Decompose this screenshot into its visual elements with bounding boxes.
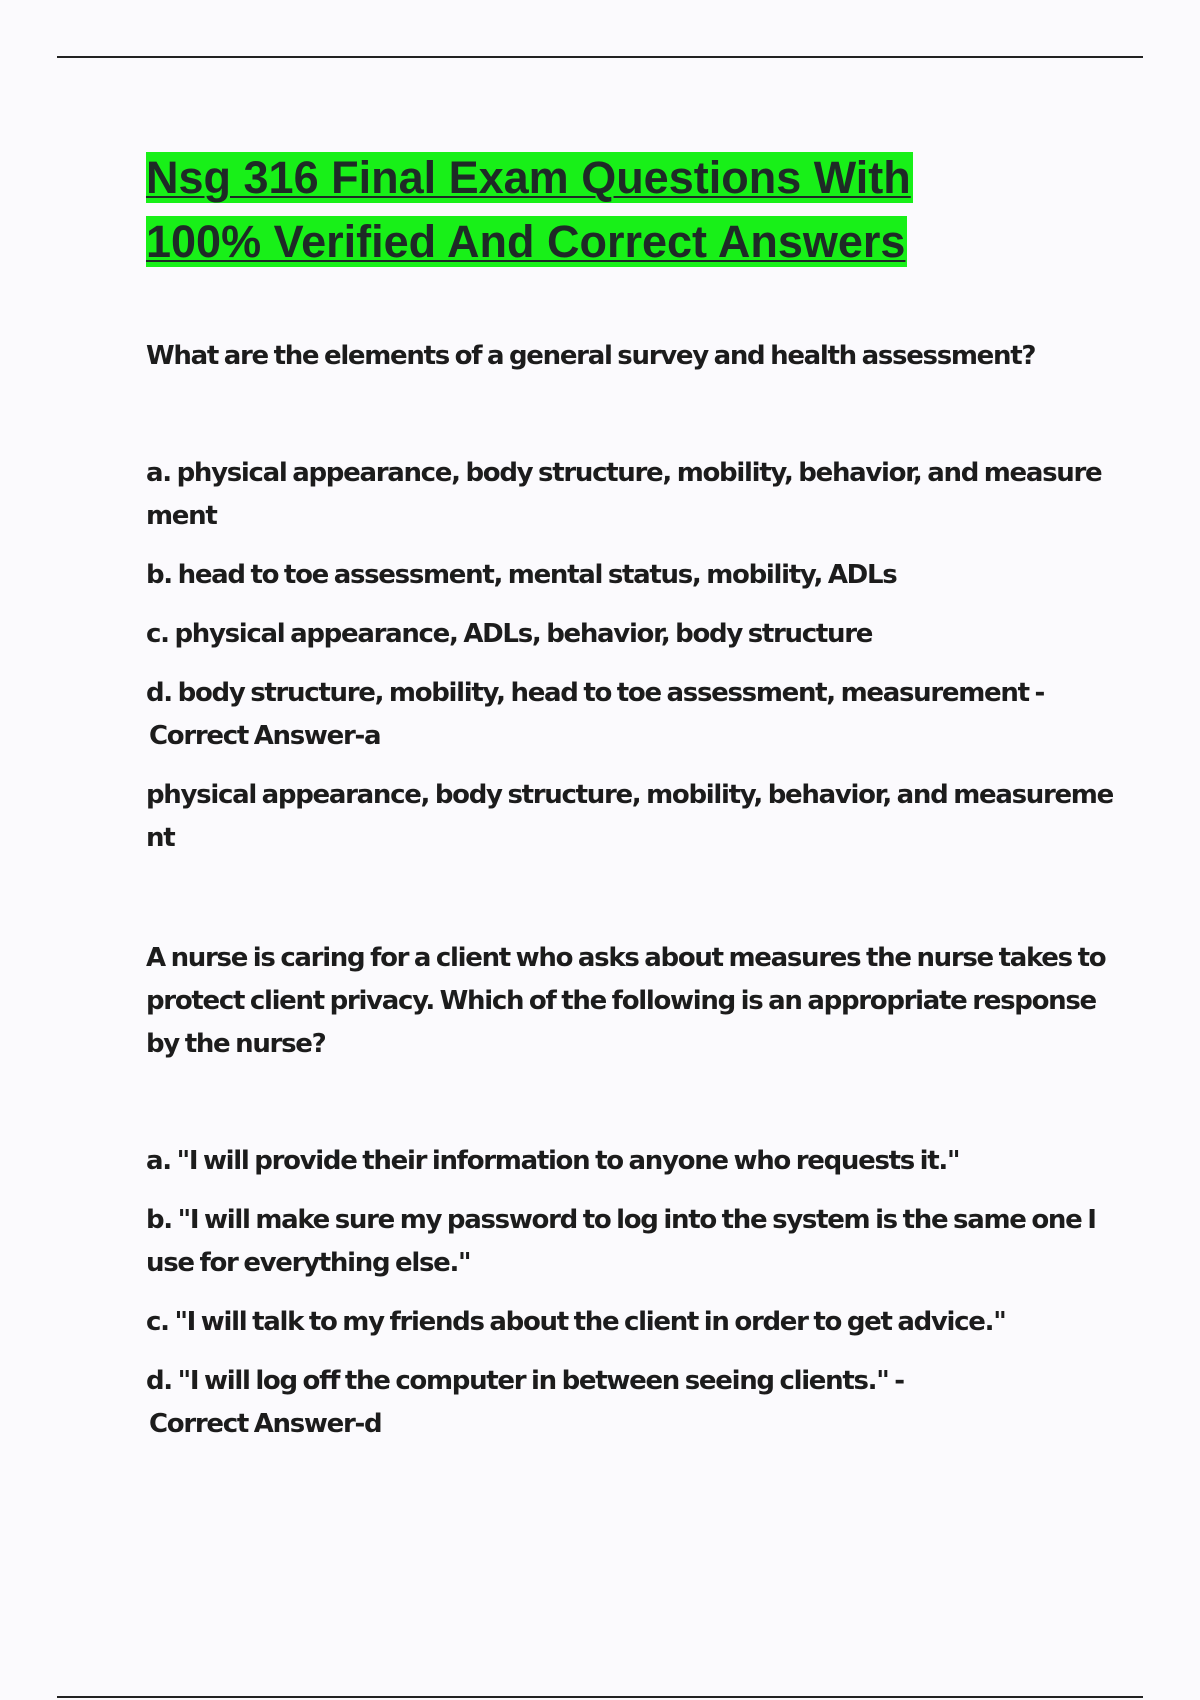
- answer-options: [146, 452, 1116, 758]
- option-d: [146, 672, 1116, 758]
- option-a: a. physical appearance, body structure, mobility, behavior, and measurement: [146, 458, 1102, 531]
- document-body: [146, 146, 1116, 1462]
- question-block-1: [146, 335, 1116, 860]
- title-line-2: 100% Verified And Correct Answers: [146, 216, 906, 267]
- option-b: b. head to toe assessment, mental status, mobility, ADLs: [146, 560, 897, 590]
- option-b: b. "I will make sure my password to log into the system is the same one I use for everything else.": [146, 1205, 1096, 1278]
- option-d-text: d. "I will log off the computer in between seeing clients." -: [146, 1366, 904, 1396]
- question-text: A nurse is caring for a client who asks about measures the nurse takes to protect client privacy. Which of the following is an appropriate response by the nurse?: [146, 943, 1106, 1059]
- title-line-1: Nsg 316 Final Exam Questions With: [146, 152, 911, 203]
- option-c: c. "I will talk to my friends about the client in order to get advice.": [146, 1307, 1006, 1337]
- correct-answer-label: Correct Answer-d: [149, 1409, 382, 1439]
- option-a: a. "I will provide their information to anyone who requests it.": [146, 1146, 960, 1176]
- answer-rationale: physical appearance, body structure, mobility, behavior, and measurement: [146, 780, 1113, 853]
- answer-options: [146, 1140, 1116, 1446]
- document-title: [146, 146, 1116, 274]
- top-rule: [57, 56, 1143, 58]
- correct-answer-label: Correct Answer-a: [149, 721, 381, 751]
- option-d: [146, 1360, 1116, 1446]
- question-block-2: [146, 937, 1116, 1446]
- bottom-rule: [57, 1696, 1143, 1698]
- question-text: What are the elements of a general survey and health assessment?: [146, 341, 1036, 371]
- option-c: c. physical appearance, ADLs, behavior, body structure: [146, 619, 873, 649]
- option-d-text: d. body structure, mobility, head to toe assessment, measurement -: [146, 678, 1044, 708]
